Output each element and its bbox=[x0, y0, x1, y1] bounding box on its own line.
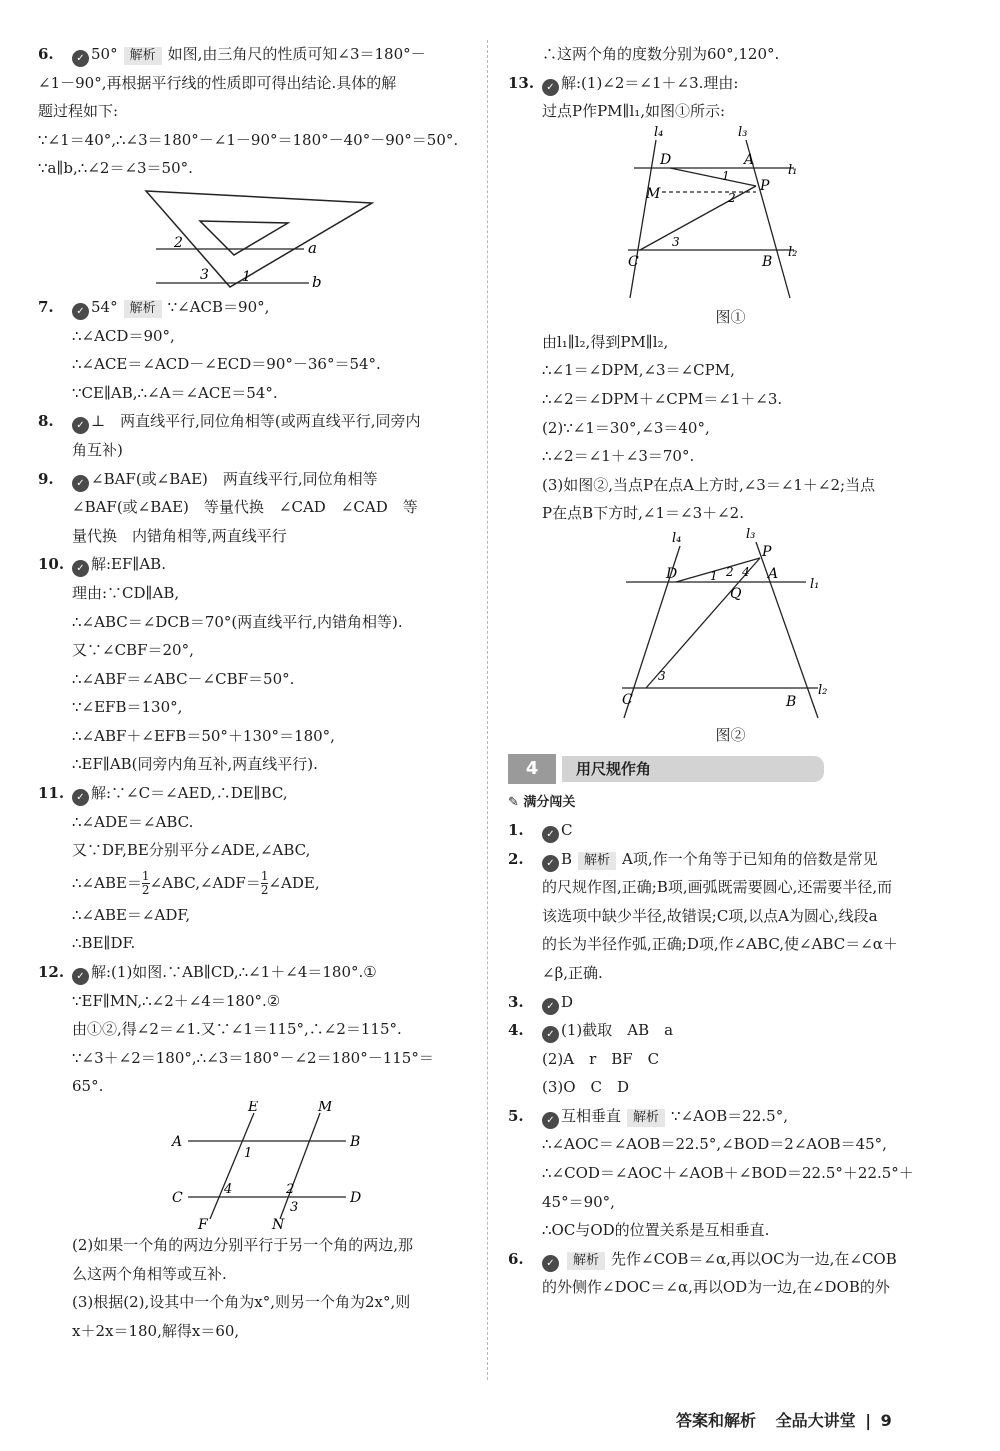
text-line: ∴∠ABE＝∠ADF, bbox=[72, 905, 191, 924]
text-line: 角互补) bbox=[72, 440, 123, 459]
text-line: 该选项中缺少半径,故错误;C项,以点A为圆心,线段a bbox=[542, 906, 878, 925]
text-line: A项,作一个角等于已知角的倍数是常见 bbox=[622, 849, 878, 868]
angle-label-3: 3 bbox=[290, 1200, 299, 1215]
analysis-tag: 解析 bbox=[567, 1252, 605, 1270]
right-column bbox=[508, 40, 953, 1302]
answer-value: C bbox=[561, 820, 573, 839]
point-label-A: A bbox=[768, 565, 779, 582]
text-line: 么这两个角相等或互补. bbox=[72, 1264, 227, 1283]
line-label-l1: l₁ bbox=[788, 162, 798, 178]
line-EF bbox=[210, 1113, 254, 1219]
point-label-B: B bbox=[786, 693, 797, 710]
text-line: ∴∠2＝∠DPM＋∠CPM＝∠1＋∠3. bbox=[542, 389, 783, 408]
text-line: ∠β,正确. bbox=[542, 963, 603, 982]
question-number: 6. bbox=[38, 45, 54, 63]
question-3 bbox=[508, 988, 953, 1017]
text-line: 的长为半径作弧,正确;D项,作∠ABC,使∠ABC＝∠α＋ bbox=[542, 935, 898, 954]
text-line: ∴BE∥DF. bbox=[72, 934, 136, 953]
text-line: ∵CE∥AB,∴∠A＝∠ACE＝54°. bbox=[72, 383, 278, 402]
angle-label-1: 1 bbox=[722, 168, 730, 183]
line-l4 bbox=[630, 140, 656, 298]
answer-value: 50° bbox=[91, 45, 118, 63]
line-l3 bbox=[756, 542, 818, 718]
fraction-line bbox=[38, 865, 480, 901]
answer-icon: ✓ bbox=[542, 1112, 559, 1129]
angle-label-1: 1 bbox=[710, 568, 718, 583]
line-label-l3: l₃ bbox=[746, 527, 756, 542]
question-12 bbox=[38, 958, 480, 1345]
line-label-l2: l₂ bbox=[818, 682, 828, 698]
answer-icon: ✓ bbox=[542, 79, 559, 96]
question-number: 6. bbox=[508, 1249, 524, 1268]
question-11 bbox=[38, 779, 480, 958]
angle-label-3: 3 bbox=[200, 266, 209, 283]
question-4 bbox=[508, 1016, 953, 1102]
line-label-b: b bbox=[312, 272, 322, 291]
text-line: ∴EF∥AB(同旁内角互补,两直线平行). bbox=[72, 755, 318, 774]
figure-caption-2: 图② bbox=[715, 725, 746, 744]
question-1 bbox=[508, 816, 953, 845]
footer-brand: 全品大讲堂 bbox=[775, 1411, 856, 1430]
text-line: ∴∠ADE＝∠ABC. bbox=[72, 812, 194, 831]
analysis-tag: 解析 bbox=[627, 1109, 665, 1127]
point-label-Q: Q bbox=[730, 585, 742, 602]
column-divider bbox=[487, 40, 488, 1380]
analysis-tag: 解析 bbox=[124, 300, 162, 318]
point-label-P: P bbox=[760, 177, 770, 194]
answer-value: B bbox=[561, 849, 573, 868]
text-line: 题过程如下: bbox=[38, 102, 119, 121]
text-line: ∵∠3＋∠2＝180°,∴∠3＝180°－∠2＝180°－115°＝ bbox=[72, 1048, 434, 1067]
question-2 bbox=[508, 845, 953, 988]
point-label-M: M bbox=[646, 185, 661, 202]
figure-parallel-lines bbox=[168, 1101, 388, 1231]
figure-caption-1: 图① bbox=[715, 307, 746, 326]
question-6 bbox=[38, 40, 480, 293]
denominator: 2 bbox=[141, 883, 150, 898]
text-line: ∴∠COD＝∠AOC＋∠AOB＋∠BOD＝22.5°＋22.5°＋ bbox=[542, 1164, 914, 1183]
question-8 bbox=[38, 407, 480, 464]
line-label-l3: l₃ bbox=[738, 125, 748, 140]
angle-label-2: 2 bbox=[174, 234, 183, 251]
question-number: 3. bbox=[508, 992, 524, 1011]
subsection-label: 满分闯关 bbox=[523, 794, 576, 810]
point-label-D: D bbox=[666, 565, 678, 582]
text-line: 65°. bbox=[72, 1077, 104, 1096]
point-label-P: P bbox=[762, 543, 772, 560]
answer-icon: ✓ bbox=[72, 789, 89, 806]
text-segment: ∴∠ABE＝ bbox=[72, 873, 142, 892]
text-line: 理由:∵CD∥AB, bbox=[72, 583, 180, 602]
section-number: 4 bbox=[508, 754, 556, 784]
text-line: 45°＝90°, bbox=[542, 1192, 615, 1211]
text-line: (3)根据(2),设其中一个角为x°,则另一个角为2x°,则 bbox=[72, 1293, 411, 1312]
point-label-M: M bbox=[318, 1101, 333, 1115]
point-label-A: A bbox=[172, 1134, 183, 1150]
angle-label-3: 3 bbox=[658, 668, 666, 683]
line-label-l2: l₂ bbox=[788, 244, 798, 260]
page-footer bbox=[676, 1408, 892, 1431]
question-number: 5. bbox=[508, 1106, 524, 1125]
fraction-half bbox=[142, 870, 150, 897]
answer-icon: ✓ bbox=[72, 968, 89, 985]
pen-icon: ✎ bbox=[508, 794, 524, 810]
left-column bbox=[38, 40, 480, 1345]
footer-separator: | bbox=[865, 1411, 872, 1430]
answer-icon: ✓ bbox=[542, 826, 559, 843]
answer-icon: ✓ bbox=[72, 475, 89, 492]
text-line: (1)截取 AB a bbox=[561, 1021, 674, 1040]
analysis-tag: 解析 bbox=[124, 47, 162, 65]
answer-icon: ✓ bbox=[542, 855, 559, 872]
text-line: 解:EF∥AB. bbox=[91, 555, 166, 574]
question-number: 2. bbox=[508, 849, 524, 868]
text-line: ∴∠ACD＝90°, bbox=[72, 326, 175, 345]
point-label-D: D bbox=[350, 1190, 362, 1206]
line-label-l4: l₄ bbox=[672, 530, 682, 546]
text-line: (2)A r BF C bbox=[542, 1049, 660, 1068]
text-line: ∵a∥b,∴∠2＝∠3＝50°. bbox=[38, 159, 193, 178]
text-line: 的外侧作∠DOC＝∠α,再以OD为一边,在∠DOB的外 bbox=[542, 1278, 890, 1297]
text-segment: ∠ADE, bbox=[268, 873, 320, 892]
text-line: 又∵∠CBF＝20°, bbox=[72, 641, 194, 660]
angle-label-3: 3 bbox=[672, 234, 680, 249]
point-label-E: E bbox=[248, 1101, 259, 1115]
text-line: ∴∠ABC＝∠DCB＝70°(两直线平行,内错角相等). bbox=[72, 612, 403, 631]
point-label-A: A bbox=[744, 151, 755, 168]
text-line: ∴这两个角的度数分别为60°,120°. bbox=[542, 45, 780, 63]
text-line: ∴OC与OD的位置关系是互相垂直. bbox=[542, 1221, 770, 1240]
angle-label-2: 2 bbox=[286, 1182, 295, 1197]
answer-icon: ✓ bbox=[72, 560, 89, 577]
text-line: 过点P作PM∥l₁,如图①所示: bbox=[542, 102, 726, 121]
text-line: ∵∠1＝40°,∴∠3＝180°－∠1－90°＝180°－40°－90°＝50°. bbox=[38, 130, 459, 149]
point-label-B: B bbox=[350, 1134, 361, 1150]
question-number: 11. bbox=[38, 784, 65, 803]
text-line: 解:(1)∠2＝∠1＋∠3.理由: bbox=[561, 73, 739, 92]
text-line: ∴∠AOC＝∠AOB＝22.5°,∠BOD＝2∠AOB＝45°, bbox=[542, 1135, 887, 1154]
point-label-F: F bbox=[198, 1217, 208, 1231]
question-number: 4. bbox=[508, 1021, 524, 1040]
text-line: 如图,由三角尺的性质可知∠3＝180°－ bbox=[167, 45, 426, 63]
line-label-a: a bbox=[308, 238, 317, 257]
text-line: (2)如果一个角的两边分别平行于另一个角的两边,那 bbox=[72, 1236, 414, 1254]
question-number: 9. bbox=[38, 469, 54, 488]
question-number: 1. bbox=[508, 820, 524, 839]
subsection-title bbox=[508, 790, 953, 816]
angle-label-2: 2 bbox=[728, 190, 736, 205]
point-label-D: D bbox=[660, 151, 672, 168]
figure-1 bbox=[628, 126, 838, 306]
triangle-inner bbox=[200, 221, 288, 255]
answer-icon: ✓ bbox=[72, 417, 89, 434]
answer-icon: ✓ bbox=[542, 998, 559, 1015]
text-segment: ∠ABC,∠ADF＝ bbox=[149, 873, 261, 892]
line-MN bbox=[280, 1113, 320, 1219]
question-number: 12. bbox=[38, 963, 65, 982]
answer-value: 54° bbox=[91, 297, 118, 316]
text-line: 解:(1)如图.∵AB∥CD,∴∠1＋∠4＝180°.① bbox=[91, 963, 377, 982]
numerator: 1 bbox=[141, 869, 150, 884]
footer-label: 答案和解析 bbox=[676, 1411, 757, 1430]
section-header bbox=[508, 754, 953, 784]
text-line: ∴∠ABF＋∠EFB＝50°＋130°＝180°, bbox=[72, 726, 335, 745]
answer-value: D bbox=[561, 992, 574, 1011]
numerator: 1 bbox=[260, 869, 269, 884]
text-line: 的尺规作图,正确;B项,画弧既需要圆心,还需要半径,而 bbox=[542, 878, 893, 897]
question-5 bbox=[508, 1102, 953, 1245]
text-line: 又∵DF,BE分别平分∠ADE,∠ABC, bbox=[72, 841, 311, 860]
text-line: ∠1－90°,再根据平行线的性质即可得出结论.具体的解 bbox=[38, 73, 397, 92]
question-7 bbox=[38, 293, 480, 407]
text-line: ∴∠1＝∠DPM,∠3＝∠CPM, bbox=[542, 361, 735, 380]
text-line: ∵∠ACB＝90°, bbox=[167, 297, 270, 316]
text-line: ∴∠ABF＝∠ABC－∠CBF＝50°. bbox=[72, 669, 295, 688]
question-number: 8. bbox=[38, 412, 54, 431]
figure-triangle-ruler bbox=[144, 183, 374, 293]
text-line: (3)如图②,当点P在点A上方时,∠3＝∠1＋∠2;当点 bbox=[542, 475, 876, 494]
question-number: 7. bbox=[38, 297, 54, 316]
figure-2 bbox=[622, 528, 842, 724]
line-label-l1: l₁ bbox=[810, 576, 820, 592]
question-number: 10. bbox=[38, 555, 65, 574]
angle-label-4: 4 bbox=[742, 564, 750, 579]
text-line: x＋2x＝180,解得x＝60, bbox=[72, 1321, 240, 1340]
angle-label-1: 1 bbox=[242, 268, 251, 285]
page-number: 9 bbox=[880, 1411, 892, 1430]
answer-icon: ✓ bbox=[542, 1026, 559, 1043]
text-line: ∵∠AOB＝22.5°, bbox=[671, 1106, 788, 1125]
answer-value: 互相垂直 bbox=[561, 1106, 622, 1125]
text-line: 量代换 内错角相等,两直线平行 bbox=[72, 526, 287, 545]
question-6-right bbox=[508, 1245, 953, 1302]
point-label-C: C bbox=[628, 253, 639, 270]
question-9 bbox=[38, 465, 480, 551]
text-line: (2)∵∠1＝30°,∠3＝40°, bbox=[542, 418, 710, 437]
analysis-tag: 解析 bbox=[578, 852, 616, 870]
line-label-l4: l₄ bbox=[654, 125, 664, 140]
question-13 bbox=[508, 69, 953, 746]
point-label-B: B bbox=[762, 253, 773, 270]
text-line: ∠BAF(或∠BAE) 等量代换 ∠CAD ∠CAD 等 bbox=[72, 498, 418, 517]
angle-label-2: 2 bbox=[726, 564, 734, 579]
angle-label-1: 1 bbox=[244, 1146, 253, 1161]
answer-icon: ✓ bbox=[72, 50, 89, 67]
text-line: ∴∠ACE＝∠ACD－∠ECD＝90°－36°＝54°. bbox=[72, 355, 381, 374]
point-label-C: C bbox=[172, 1190, 183, 1206]
text-line: P在点B下方时,∠1＝∠3＋∠2. bbox=[542, 504, 744, 523]
answer-icon: ✓ bbox=[542, 1255, 559, 1272]
denominator: 2 bbox=[260, 883, 269, 898]
answer-icon: ✓ bbox=[72, 303, 89, 320]
text-line: ∴∠2＝∠1＋∠3＝70°. bbox=[542, 447, 695, 466]
question-10 bbox=[38, 550, 480, 779]
text-line: ∵∠EFB＝130°, bbox=[72, 698, 183, 717]
text-line: ∠BAF(或∠BAE) 两直线平行,同位角相等 bbox=[91, 469, 378, 488]
text-line: 由①②,得∠2＝∠1.又∵∠1＝115°,∴∠2＝115°. bbox=[72, 1020, 402, 1039]
point-label-N: N bbox=[272, 1217, 285, 1231]
point-label-C: C bbox=[622, 691, 633, 708]
text-line: ∵EF∥MN,∴∠2＋∠4＝180°.② bbox=[72, 991, 281, 1010]
angle-label-4: 4 bbox=[224, 1182, 233, 1197]
question-number: 13. bbox=[508, 73, 535, 92]
text-line: 由l₁∥l₂,得到PM∥l₂, bbox=[542, 332, 669, 351]
text-line: 先作∠COB＝∠α,再以OC为一边,在∠COB bbox=[611, 1249, 897, 1268]
text-line: (3)O C D bbox=[542, 1078, 630, 1097]
text-line: ⊥ 两直线平行,同位角相等(或两直线平行,同旁内 bbox=[91, 412, 421, 431]
segment-DP bbox=[670, 168, 756, 186]
text-line: 解:∵∠C＝∠AED,∴DE∥BC, bbox=[91, 784, 288, 803]
section-title: 用尺规作角 bbox=[562, 756, 824, 782]
